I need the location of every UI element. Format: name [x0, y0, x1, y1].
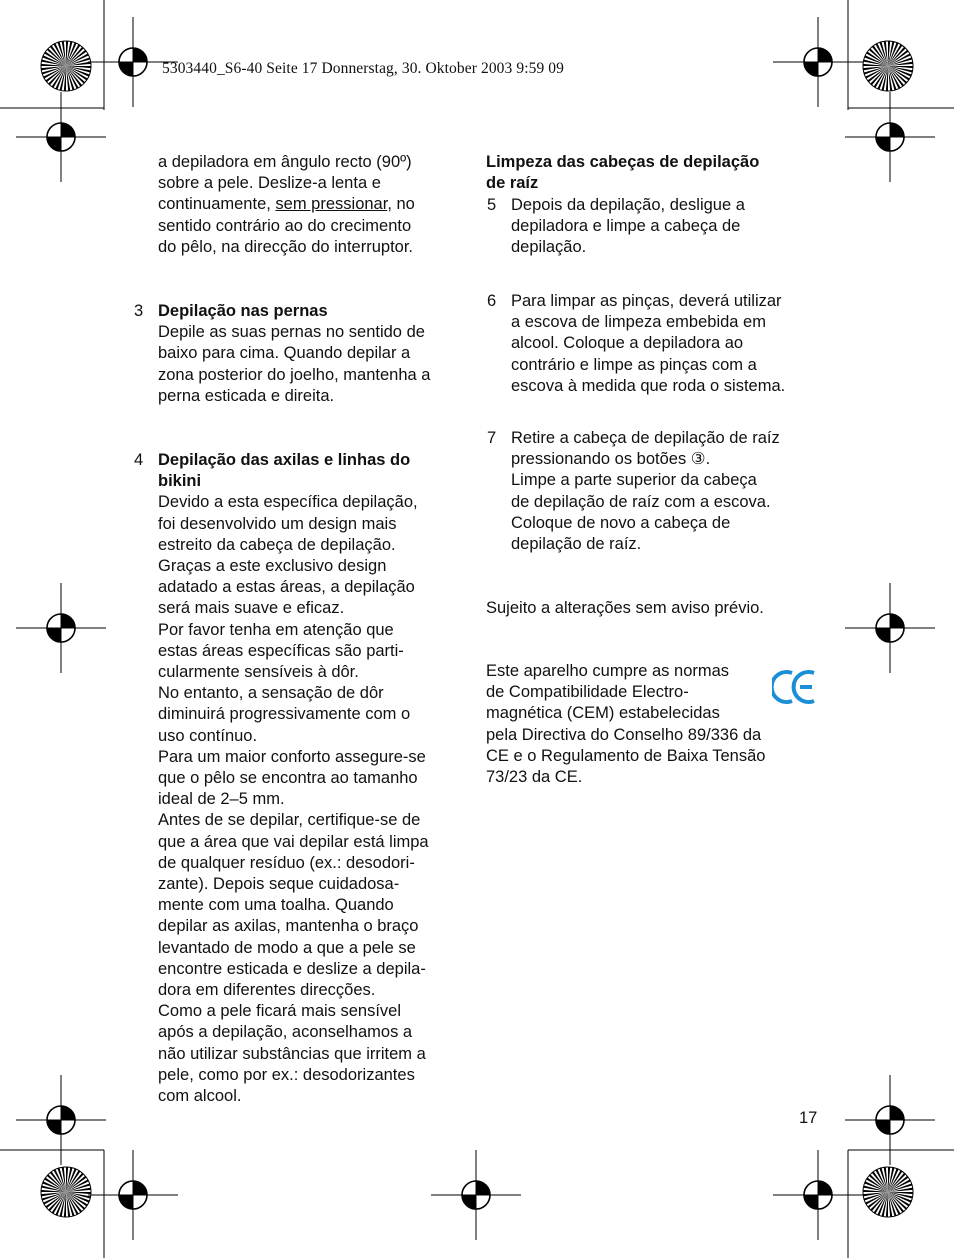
text-line: depilação de raíz. — [511, 535, 642, 554]
section-body — [158, 322, 430, 407]
step-number: 5 — [487, 196, 497, 214]
text-line: Para limpar as pinças, deverá utilizar — [511, 292, 782, 310]
text-line: que o pêlo se encontra ao tamanho — [158, 769, 418, 788]
text-line: do pêlo, na direcção do interruptor. — [158, 237, 414, 256]
step-body — [511, 195, 745, 259]
text-line: de Compatibilidade Electro- — [486, 683, 689, 702]
text-line: depilar as axilas, mantenha o braço — [158, 917, 419, 936]
text-line: mente com uma toalha. Quando — [158, 896, 394, 915]
ce-mark-icon — [772, 667, 818, 712]
text-line: Como a pele ficará mais sensível — [158, 1002, 402, 1021]
text-line: magnética (CEM) estabelecidas — [486, 704, 720, 723]
starburst-top-right — [862, 40, 914, 92]
step-number: 7 — [487, 429, 497, 447]
section-4 — [134, 450, 429, 1107]
text-line: pela Directiva do Conselho 89/336 da — [486, 725, 762, 744]
text-line: perna esticada e direita. — [158, 386, 335, 405]
text-line: a depiladora em ângulo recto (90º) — [158, 153, 412, 171]
step-6 — [487, 291, 786, 397]
text-line: depilação. — [511, 238, 587, 257]
section-number: 3 — [134, 302, 144, 320]
text-line: cularmente sensíveis à dôr. — [158, 663, 359, 682]
text-line: Para um maior conforto assegure-se — [158, 747, 426, 766]
step-body — [511, 428, 780, 555]
step-body — [511, 291, 785, 397]
text-line: foi desenvolvido um design mais — [158, 514, 397, 533]
underlined-text: sem pressionar — [275, 195, 388, 214]
section-body — [158, 492, 429, 1107]
text-line: de qualquer resíduo (ex.: desodori- — [158, 853, 415, 872]
step-7 — [487, 428, 780, 555]
text-line: ideal de 2–5 mm. — [158, 790, 285, 809]
text-line: de depilação de raíz com a escova. — [511, 492, 771, 511]
text-run: , no — [387, 195, 415, 214]
text-line: após a depilação, aconselhamos a — [158, 1023, 413, 1042]
text-line: baixo para cima. Quando depilar a — [158, 344, 411, 363]
text-line: Limpe a parte superior da cabeça — [511, 471, 757, 490]
text-line: Depois da depilação, desligue a — [511, 196, 745, 214]
step-number: 6 — [487, 292, 497, 310]
text-line: alcool. Coloque a depiladora ao — [511, 334, 744, 353]
starburst-top-left — [40, 40, 92, 92]
text-line: Graças a este exclusivo design — [158, 557, 387, 576]
text-line: Retire a cabeça de depilação de raíz — [511, 429, 780, 447]
text-line: zona posterior do joelho, mantenha a — [158, 365, 431, 384]
starburst-bottom-left — [40, 1166, 92, 1218]
text-line: sentido contrário ao do crecimento — [158, 216, 412, 235]
text-line — [158, 194, 415, 215]
text-line: pele, como por ex.: desodorizantes — [158, 1065, 415, 1084]
text-line: Devido a esta específica depilação, — [158, 493, 418, 512]
intro-paragraph — [158, 152, 415, 258]
text-line: sobre a pele. Deslize-a lenta e — [158, 174, 381, 193]
text-line: escova à medida que roda o sistema. — [511, 376, 786, 395]
text-line: que a área que vai depilar está limpa — [158, 832, 429, 851]
compliance-paragraph — [486, 661, 765, 788]
page-number: 17 — [799, 1109, 818, 1127]
text-line: Antes de se depilar, certifique-se de — [158, 811, 421, 830]
heading: Limpeza das cabeças de depilação — [486, 153, 760, 171]
cleaning-heading — [486, 152, 759, 194]
section-title: Depilação nas pernas — [158, 302, 328, 320]
text-line: Por favor tenha em atenção que — [158, 620, 394, 639]
text-line: levantado de modo a que a pele se — [158, 938, 416, 957]
text-line: dora em diferentes direcções. — [158, 981, 376, 1000]
text-line: diminuirá progressivamente com o — [158, 705, 411, 724]
step-5 — [487, 195, 745, 259]
text-line: 73/23 da CE. — [486, 768, 583, 787]
section-title: bikini — [158, 472, 202, 491]
text-line: estas áreas específicas são parti- — [158, 641, 404, 660]
section-title: Depilação das axilas e linhas do — [158, 451, 411, 469]
text-line: uso contínuo. — [158, 726, 258, 745]
compliance-body — [486, 661, 765, 788]
text-run: continuamente, — [158, 195, 276, 214]
text-line: encontre esticada e deslize a depila- — [158, 959, 426, 978]
section-number: 4 — [134, 451, 144, 469]
text-line: pressionando os botões ③. — [511, 450, 711, 469]
text-line: Coloque de novo a cabeça de — [511, 513, 731, 532]
notice-text: Sujeito a alterações sem aviso prévio. — [486, 599, 764, 617]
text-line: No entanto, a sensação de dôr — [158, 684, 384, 703]
text-line: Depile as suas pernas no sentido de — [158, 323, 425, 342]
text-line: será mais suave e eficaz. — [158, 599, 345, 618]
text-line: com alcool. — [158, 1087, 242, 1106]
text-line: estreito da cabeça de depilação. — [158, 535, 396, 554]
text-line: CE e o Regulamento de Baixa Tensão — [486, 746, 766, 765]
section-3 — [134, 301, 431, 407]
print-header: 5303440_S6-40 Seite 17 Donnerstag, 30. Oktober 2003 9:59 09 — [162, 60, 564, 77]
text-line: adatado a estas áreas, a depilação — [158, 578, 415, 597]
text-line: Este aparelho cumpre as normas — [486, 662, 730, 680]
text-line: contrário e limpe as pinças com a — [511, 355, 757, 374]
heading: de raíz — [486, 174, 539, 193]
text-line: depiladora e limpe a cabeça de — [511, 217, 741, 236]
text-line: não utilizar substâncias que irritem a — [158, 1044, 426, 1063]
text-line: zante). Depois seque cuidadosa- — [158, 875, 400, 894]
starburst-bottom-right — [862, 1166, 914, 1218]
text-line: a escova de limpeza embebida em — [511, 313, 766, 332]
